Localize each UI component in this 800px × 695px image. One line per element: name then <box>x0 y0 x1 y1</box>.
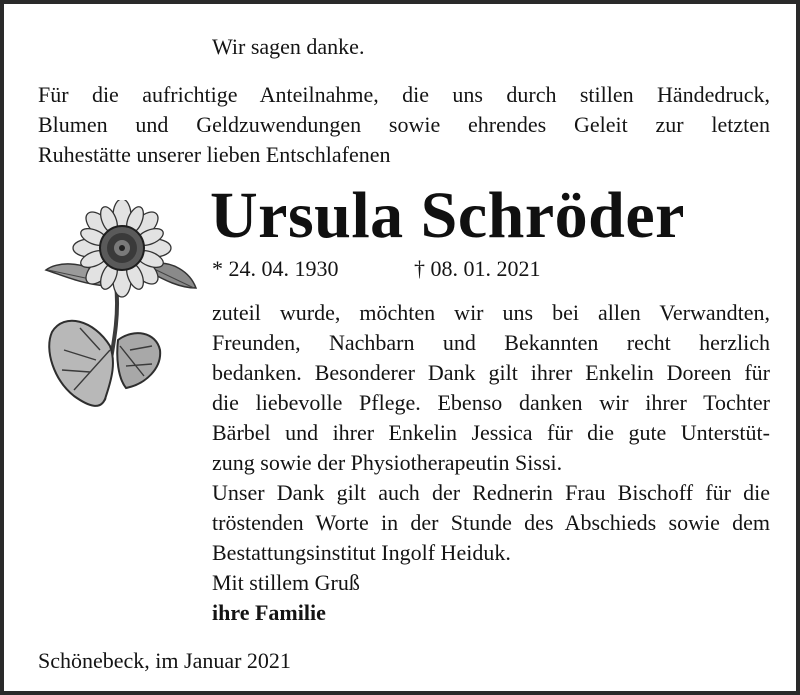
thanks-line: zung sowie der Physiotherapeutin Sissi. <box>212 450 563 475</box>
thanks-line: Bärbel und ihrer Enkelin Jessica für die gute Unterstüt- <box>212 420 770 445</box>
thanks-line: Freunden, Nachbarn und Bekannten recht herzlich <box>212 330 770 355</box>
thanks-line: Unser Dank gilt auch der Rednerin Frau Bischoff für die <box>212 480 770 505</box>
thanks-line: bedanken. Besonderer Dank gilt ihrer Enkelin Doreen für <box>212 360 770 385</box>
deceased-name: Ursula Schröder <box>210 179 685 252</box>
thanks-paragraph <box>212 298 770 568</box>
intro-line: Für die aufrichtige Anteilnahme, die uns durch stillen Händedruck, <box>38 82 770 107</box>
intro-line: Blumen und Geldzuwendungen sowie ehrendes Geleit zur letzten <box>38 112 770 137</box>
intro-line: Ruhestätte unserer lieben Entschlafenen <box>38 142 391 167</box>
intro-paragraph <box>38 80 770 170</box>
birth-date: * 24. 04. 1930 <box>212 256 339 281</box>
thanks-line: die liebevolle Pflege. Ebenso danken wir ihrer Tochter <box>212 390 770 415</box>
thanks-line: Bestattungsinstitut Ingolf Heiduk. <box>212 540 511 565</box>
thanks-line: zuteil wurde, möchten wir uns bei allen Verwandten, <box>212 300 770 325</box>
signature-family: ihre Familie <box>212 600 326 625</box>
death-date: † 08. 01. 2021 <box>414 256 541 281</box>
notice-heading: Wir sagen danke. <box>212 34 365 59</box>
sunflower-icon <box>34 200 204 418</box>
thanks-line: tröstenden Worte in der Stunde des Abschieds sowie dem <box>212 510 770 535</box>
place-and-date: Schönebeck, im Januar 2021 <box>38 648 291 673</box>
closing-greeting: Mit stillem Gruß <box>212 570 360 595</box>
